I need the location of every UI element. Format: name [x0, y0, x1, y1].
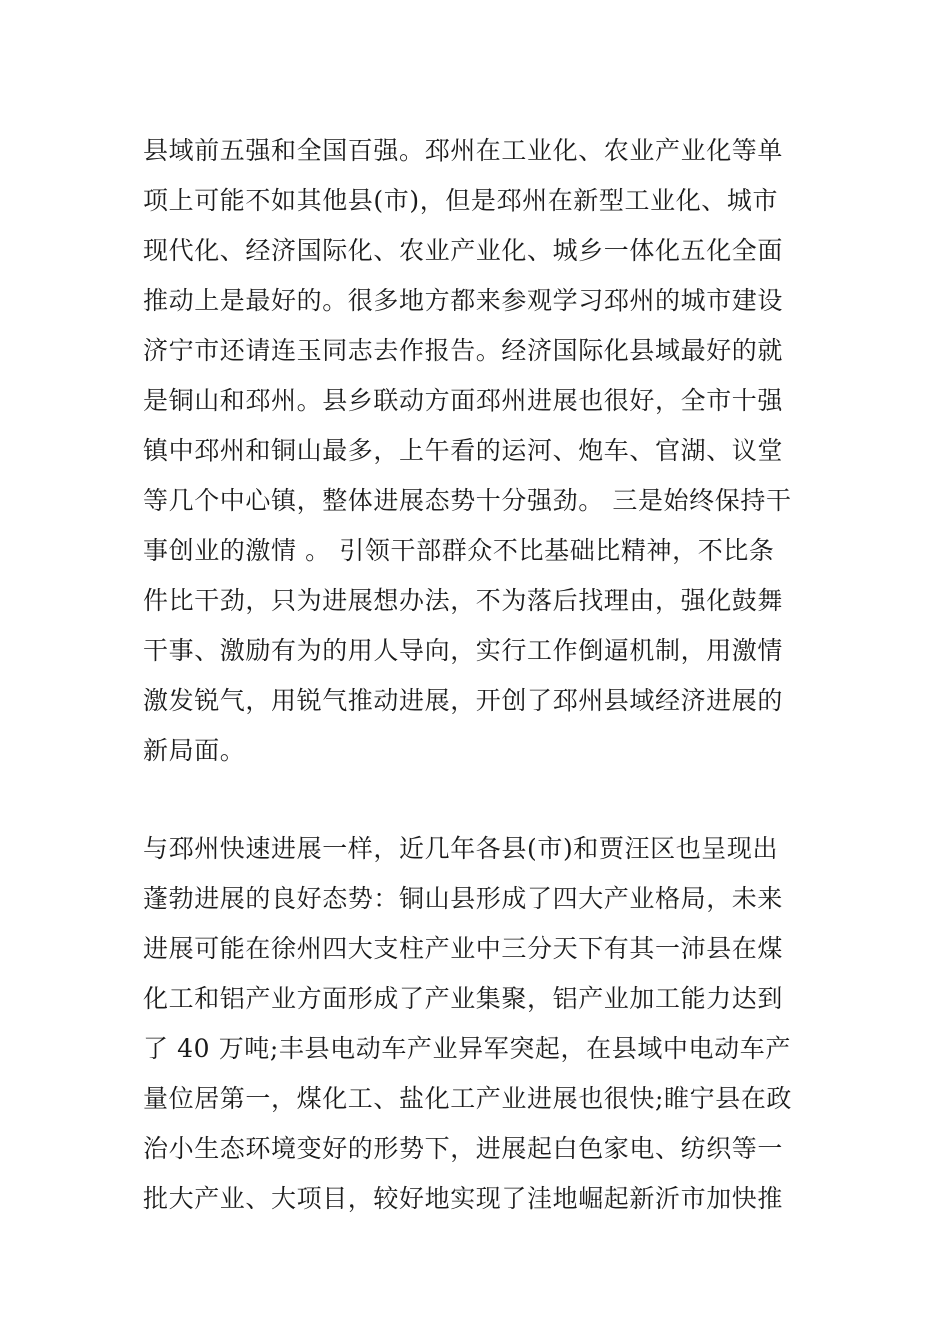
- text-line: 县域前五强和全国百强。邳州在工业化、农业产业化等单: [143, 136, 784, 165]
- text-line: 干事、激励有为的用人导向，实行工作倒逼机制，用激情: [143, 636, 784, 665]
- text-line: 事创业的激情 。 引领干部群众不比基础比精神，不比条: [143, 536, 775, 565]
- text-line: 镇中邳州和铜山最多，上午看的运河、炮车、官湖、议堂: [143, 436, 784, 465]
- text-line: 新局面。: [143, 736, 246, 765]
- text-line: 化工和铝产业方面形成了产业集聚，铝产业加工能力达到: [143, 984, 784, 1013]
- text-line: 件比干劲，只为进展想办法，不为落后找理由，强化鼓舞: [143, 586, 784, 615]
- text-line: 批大产业、大项目，较好地实现了洼地崛起新沂市加快推: [143, 1184, 784, 1213]
- text-line: 是铜山和邳州。县乡联动方面邳州进展也很好，全市十强: [143, 386, 784, 415]
- text-line: 蓬勃进展的良好态势：铜山县形成了四大产业格局，未来: [143, 884, 784, 913]
- text-line: 了 40 万吨;丰县电动车产业异军突起，在县域中电动车产: [143, 1034, 791, 1063]
- text-line: 激发锐气，用锐气推动进展，开创了邳州县域经济进展的: [143, 686, 784, 715]
- text-line: 与邳州快速进展一样，近几年各县(市)和贾汪区也呈现出: [143, 834, 779, 863]
- paragraph-2: [143, 824, 823, 1224]
- text-line: 治小生态环境变好的形势下，进展起白色家电、纺织等一: [143, 1134, 784, 1163]
- text-line: 进展可能在徐州四大支柱产业中三分天下有其一沛县在煤: [143, 934, 784, 963]
- text-line: 项上可能不如其他县(市)，但是邳州在新型工业化、城市: [143, 186, 779, 215]
- paragraph-1: [143, 126, 823, 776]
- text-line: 量位居第一，煤化工、盐化工产业进展也很快;睢宁县在政: [143, 1084, 793, 1113]
- text-line: 现代化、经济国际化、农业产业化、城乡一体化五化全面: [143, 236, 784, 265]
- text-line: 等几个中心镇，整体进展态势十分强劲。 三是始终保持干: [143, 486, 792, 515]
- text-line: 推动上是最好的。很多地方都来参观学习邳州的城市建设: [143, 286, 784, 315]
- text-line: 济宁市还请连玉同志去作报告。经济国际化县域最好的就: [143, 336, 784, 365]
